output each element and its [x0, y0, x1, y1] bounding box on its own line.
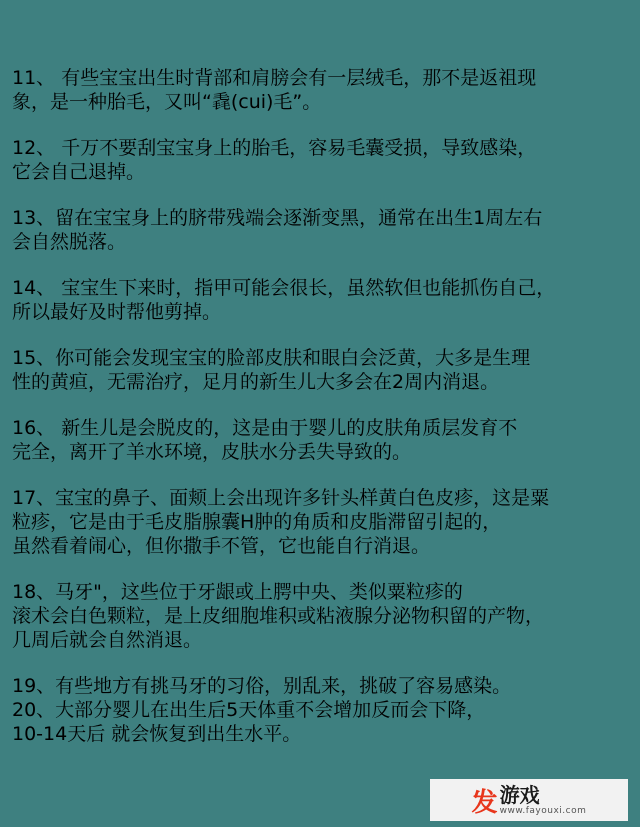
- item-line: 14、 宝宝生下来时，指甲可能会很长，虽然软但也能抓伤自己，: [12, 277, 556, 299]
- site-watermark: [430, 779, 628, 821]
- item-line: 19、有些地方有挑马牙的习俗，别乱来，挑破了容易感染。: [12, 675, 512, 697]
- watermark-url: www.fayouxi.com: [499, 806, 587, 816]
- item-line: 虽然看着闹心，但你撒手不管，它也能自行消退。: [12, 535, 431, 557]
- list-item: [12, 416, 630, 464]
- item-line: 13、留在宝宝身上的脐带残端会逐渐变黑，通常在出生1周左右: [12, 207, 543, 229]
- item-line: 性的黄疸，无需治疗，足月的新生儿大多会在2周内消退。: [12, 371, 500, 393]
- item-line: 粒疹，它是由于毛皮脂腺囊H肿的角质和皮脂滞留引起的，: [12, 511, 502, 533]
- item-line: 它会自己退掉。: [12, 161, 146, 183]
- item-line: 完全，离开了羊水环境，皮肤水分丢失导致的。: [12, 441, 412, 463]
- item-line: 20、大部分婴儿在出生后5天体重不会增加反而会下降，: [12, 699, 486, 721]
- list-item: [12, 66, 630, 114]
- item-line: 16、 新生儿是会脱皮的，这是由于婴儿的皮肤角质层发育不: [12, 417, 518, 439]
- list-item: [12, 136, 630, 184]
- item-line: 15、你可能会发现宝宝的脸部皮肤和眼白会泛黄，大多是生理: [12, 347, 531, 369]
- watermark-text: [500, 784, 587, 816]
- item-line: 12、 千万不要刮宝宝身上的胎毛，容易毛囊受损，导致感染，: [12, 137, 537, 159]
- watermark-title: 游戏: [499, 783, 540, 807]
- list-item: [12, 206, 630, 254]
- item-line: 几周后就会自然消退。: [12, 629, 203, 651]
- list-item: [12, 346, 630, 394]
- list-item: [12, 486, 630, 558]
- item-line: 10-14天后 就会恢复到出生水平。: [12, 723, 302, 745]
- item-line: 所以最好及时帮他剪掉。: [12, 301, 222, 323]
- list-item: [12, 674, 630, 746]
- item-line: 象，是一种胎毛，又叫“毳(cui)毛”。: [12, 91, 322, 113]
- list-item: [12, 276, 630, 324]
- list-item: [12, 580, 630, 652]
- item-line: 17、宝宝的鼻子、面颊上会出现许多针头样黄白色皮疹，这是粟: [12, 487, 550, 509]
- watermark-logo-icon: 发: [471, 787, 498, 818]
- item-line: 滚术会白色颗粒，是上皮细胞堆积或粘液腺分泌物积留的产物，: [12, 605, 545, 627]
- item-line: 18、马牙"，这些位于牙龈或上腭中央、类似粟粒疹的: [12, 581, 463, 603]
- article-body: [12, 66, 630, 746]
- item-line: 11、 有些宝宝出生时背部和肩膀会有一层绒毛，那不是返祖现: [12, 67, 537, 89]
- item-line: 会自然脱落。: [12, 231, 127, 253]
